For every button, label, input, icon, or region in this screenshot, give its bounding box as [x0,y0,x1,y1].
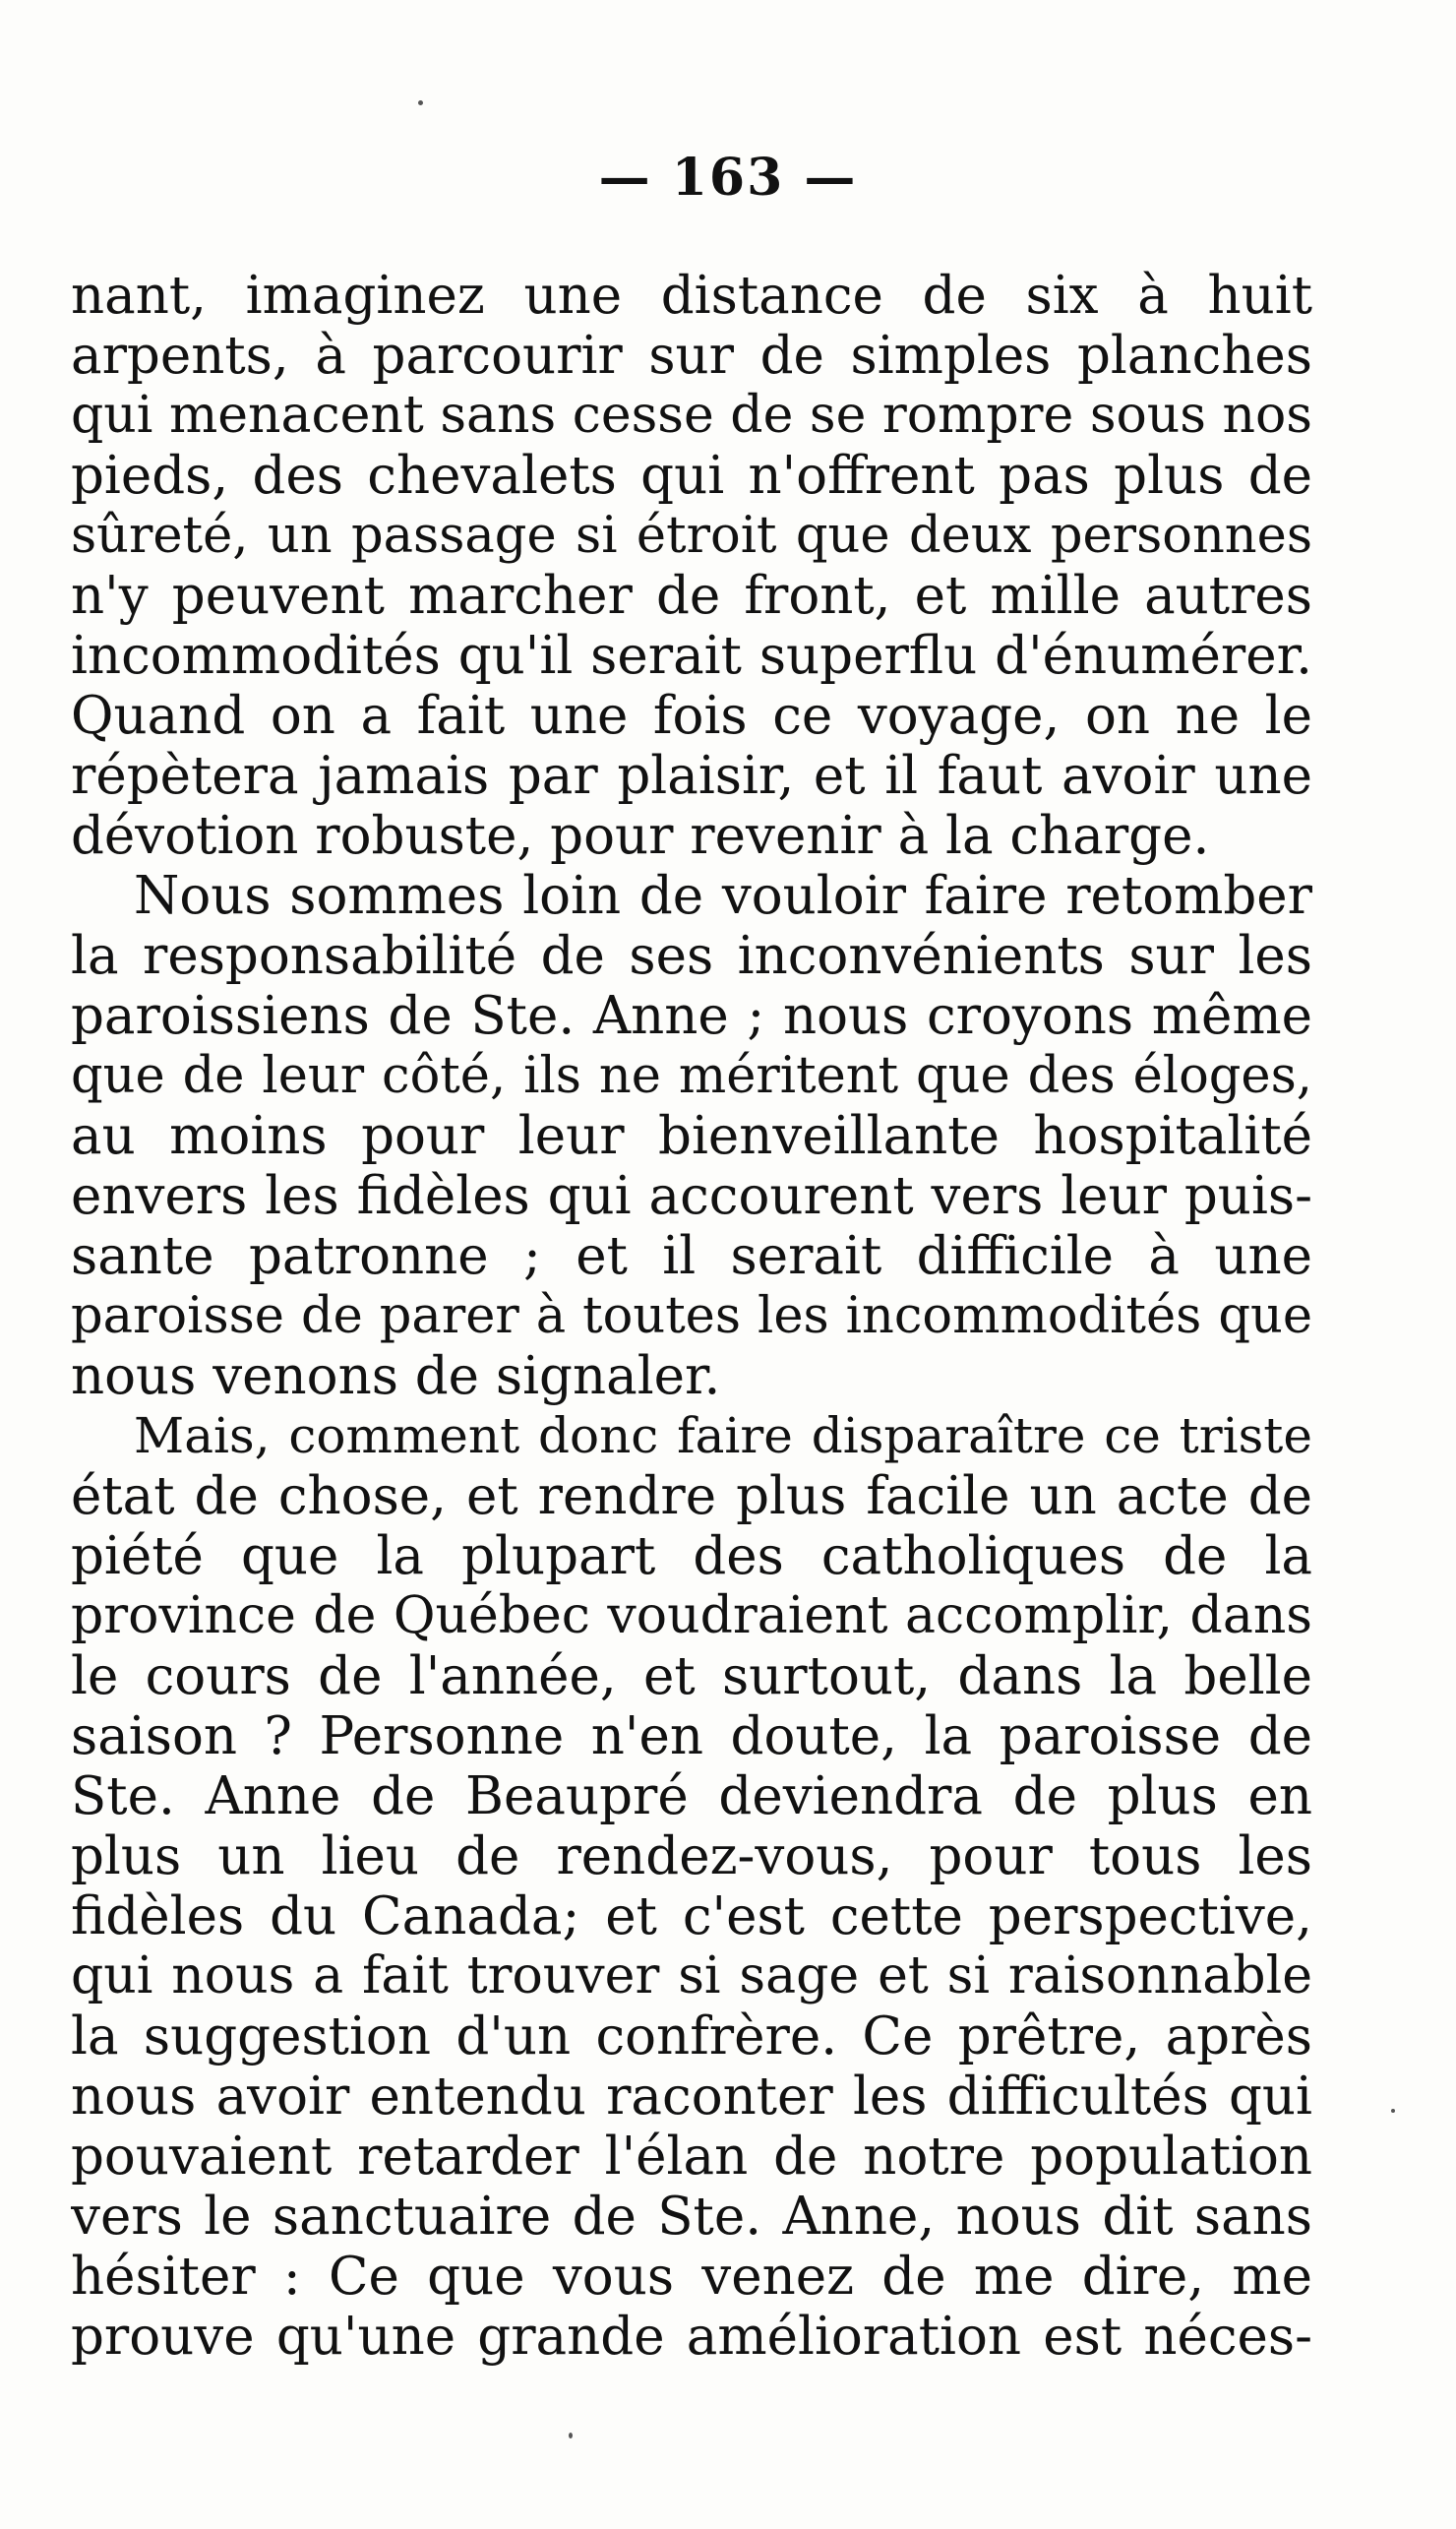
text-line: répètera jamais par plaisir, et il faut avoir une [71,746,1312,806]
text-line: hésiter : Ce que vous venez de me dire, me [71,2247,1312,2307]
paper-speck [418,100,423,105]
text-line: nous venons de signaler. [71,1346,721,1406]
text-line: plus un lieu de rendez-vous, pour tous les [71,1826,1312,1886]
text-line: Mais, comment donc faire disparaître ce triste [134,1407,1312,1464]
text-line: arpents, à parcourir sur de simples planches [71,326,1312,386]
text-line: qui nous a fait trouver si sage et si raisonnable [71,1946,1312,2005]
text-line: incommodités qu'il serait superflu d'énumérer. [71,626,1312,686]
text-line: envers les fidèles qui accourent vers leur puis- [71,1166,1312,1226]
text-line: pouvaient retarder l'élan de notre population [71,2127,1312,2187]
text-line: qui menacent sans cesse de se rompre sous nos [71,386,1312,445]
text-line: Ste. Anne de Beaupré deviendra de plus en [71,1766,1312,1826]
text-line: nant, imaginez une distance de six à huit [71,266,1312,326]
text-line: nous avoir entendu raconter les difficultés qui [71,2066,1312,2127]
page-number: — 163 — [598,148,858,208]
text-line: province de Québec voudraient accomplir, dans [71,1586,1312,1645]
text-line: au moins pour leur bienveillante hospitalité [71,1106,1312,1166]
text-line: fidèles du Canada; et c'est cette perspective, [71,1886,1312,1946]
text-line: Nous sommes loin de vouloir faire retomber [134,866,1312,926]
text-line: le cours de l'année, et surtout, dans la belle [71,1646,1312,1706]
paper-speck [1391,2109,1395,2113]
body-text [71,266,1312,2367]
text-line: état de chose, et rendre plus facile un acte de [71,1466,1312,1526]
text-line: n'y peuvent marcher de front, et mille autres [71,566,1312,626]
text-line: dévotion robuste, pour revenir à la charge. [71,806,1210,866]
text-line: vers le sanctuaire de Ste. Anne, nous dit sans [71,2187,1312,2247]
text-line: pieds, des chevalets qui n'offrent pas plus de [71,446,1312,506]
paper-speck [569,2433,573,2438]
text-line: piété que la plupart des catholiques de la [71,1526,1312,1586]
text-line: paroisse de parer à toutes les incommodités que [71,1287,1312,1345]
text-line: prouve qu'une grande amélioration est néces- [71,2307,1312,2367]
paragraph [71,866,1312,1406]
text-line: la responsabilité de ses inconvénients sur les [71,926,1312,986]
text-line: Quand on a fait une fois ce voyage, on ne le [71,686,1312,746]
text-line: sante patronne ; et il serait difficile à une [71,1226,1312,1286]
text-line: que de leur côté, ils ne méritent que des éloges, [71,1047,1312,1105]
text-line: la suggestion d'un confrère. Ce prêtre, après [71,2006,1312,2066]
text-line: saison ? Personne n'en doute, la paroisse de [71,1706,1312,1766]
paragraph [71,1406,1312,2367]
text-line: paroissiens de Ste. Anne ; nous croyons même [71,986,1312,1046]
text-line: sûreté, un passage si étroit que deux personnes [71,507,1312,565]
paragraph [71,266,1312,866]
